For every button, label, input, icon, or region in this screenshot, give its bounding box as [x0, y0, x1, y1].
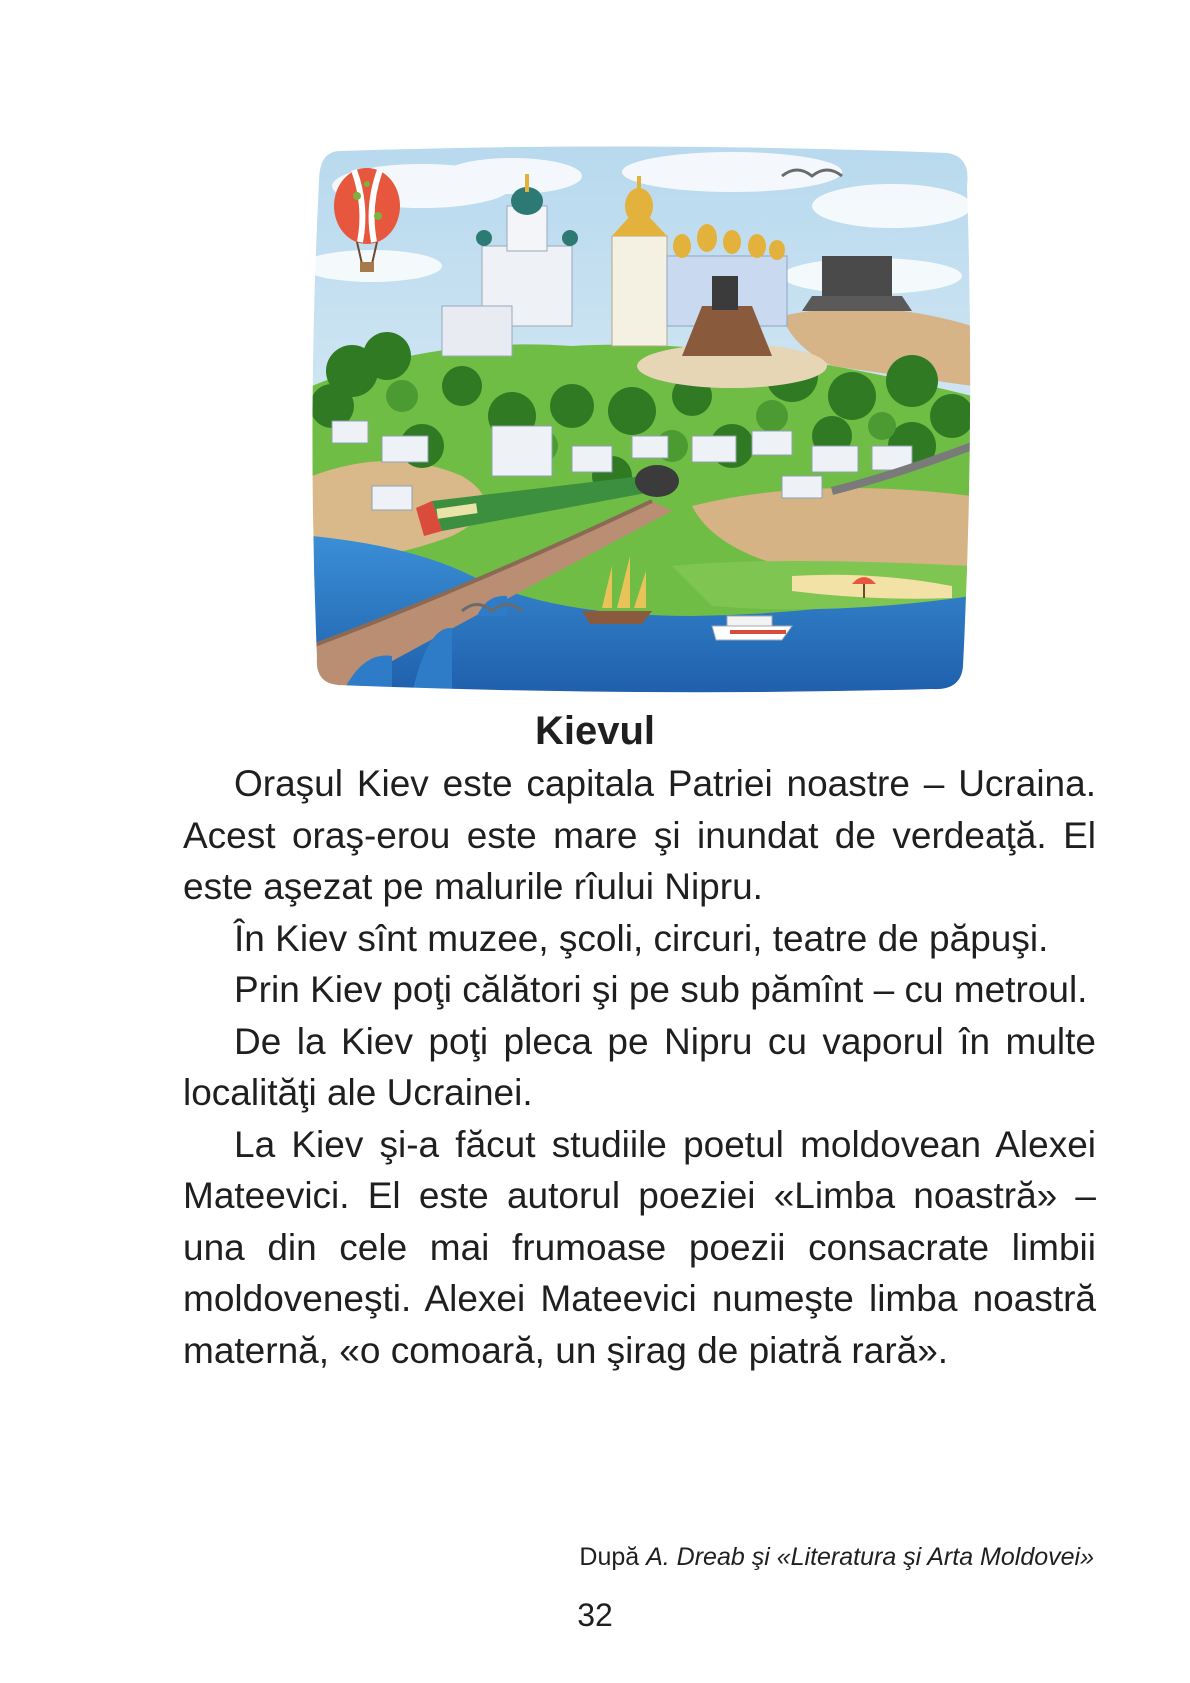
- kiev-city-picture: [312, 146, 972, 694]
- page-title: Kievul: [534, 709, 656, 753]
- paragraph-1: Oraşul Kiev este capitala Patriei noastre – Ucraina. Acest oraş-erou este mare şi inundat de verdeaţă. El este aşezat pe malurile rîului Nipru.: [183, 763, 1096, 907]
- paragraph-3: Prin Kiev poţi călători şi pe sub pămînt – cu metroul.: [234, 969, 1088, 1010]
- kiev-illustration: [312, 146, 972, 694]
- paragraph-4: De la Kiev poţi pleca pe Nipru cu vaporul în multe localităţi ale Ucrainei.: [183, 1020, 1096, 1113]
- paragraph-5: La Kiev şi-a făcut studiile poetul moldovean Alexei Mateevici. El este autorul poeziei «Limba noastră» – una din cele mai frumoase poezii consacrate limbii moldoveneşti. Alexei Mateevici numeşte limba noastră maternă, «o comoară, un şirag de piatră rară».: [183, 1123, 1096, 1371]
- paragraph-2: În Kiev sînt muzee, şcoli, circuri, teatre de păpuşi.: [234, 917, 1049, 959]
- source-attribution: [579, 1541, 1094, 1573]
- page-number: 32: [577, 1597, 613, 1633]
- story-text: [183, 758, 1096, 1376]
- source-prefix: După: [579, 1543, 647, 1571]
- source-authors: A. Dreab şi «Literatura şi Arta Moldovei»: [646, 1543, 1094, 1571]
- tunnel: [635, 465, 679, 497]
